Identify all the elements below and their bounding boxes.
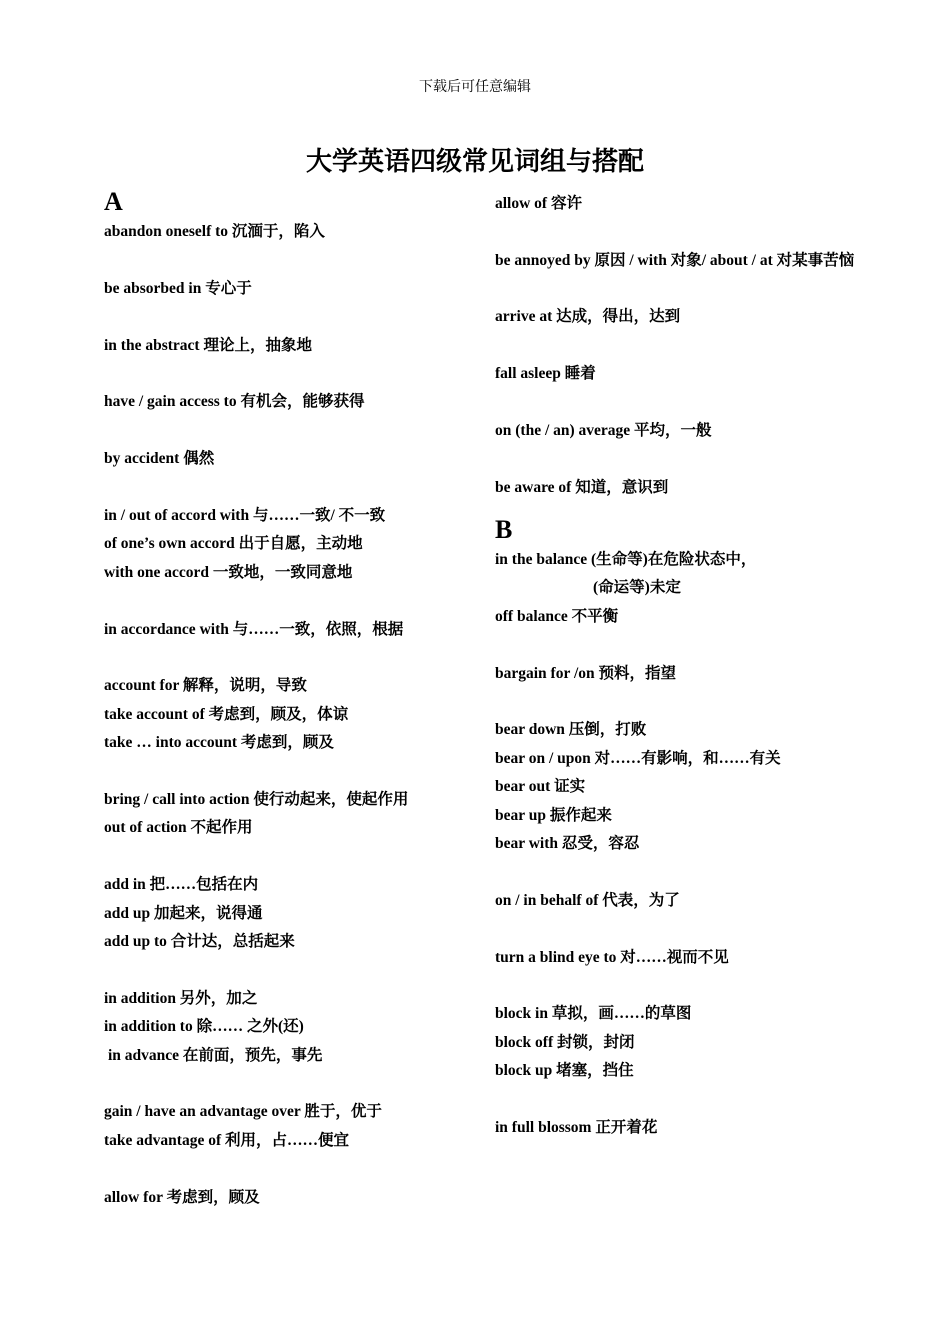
spacer: [104, 303, 464, 331]
spacer: [104, 843, 464, 871]
phrase-line: in the balance (生命等)在危险状态中，: [495, 550, 757, 568]
phrase-line: on (the / an) average 平均，一般: [495, 421, 712, 439]
phrase-line: have / gain access to 有机会，能够获得: [104, 393, 365, 411]
phrase-line: bear out 证实: [495, 778, 586, 796]
phrase-line: bear down 压倒，打败: [495, 721, 647, 739]
phrase-line: add in 把……包括在内: [104, 876, 259, 894]
spacer: [495, 502, 855, 514]
phrase-line: off balance 不平衡: [495, 607, 619, 625]
spacer: [104, 956, 464, 984]
phrase-line: in the abstract 理论上，抽象地: [104, 336, 312, 354]
phrase-line: by accident 偶然: [104, 450, 215, 468]
spacer: [104, 246, 464, 274]
phrase-line: in advance 在前面，预先，事先: [108, 1046, 323, 1064]
spacer: [495, 858, 855, 886]
phrase-line: be aware of 知道，意识到: [495, 478, 669, 496]
phrase-line: in accordance with 与……一致，依照，根据: [104, 620, 404, 638]
phrase-line: take account of 考虑到，顾及，体谅: [104, 705, 349, 723]
section-letter-b: B: [495, 514, 513, 544]
phrase-line: with one accord 一致地，一致同意地: [104, 563, 353, 581]
spacer: [104, 1155, 464, 1183]
spacer: [495, 1086, 855, 1114]
phrase-line: in addition to 除…… 之外(还): [104, 1018, 304, 1036]
phrase-line: be absorbed in 专心于: [104, 279, 252, 297]
phrase-line: abandon oneself to 沉湎于，陷入: [104, 223, 325, 240]
left-column: [104, 186, 464, 1212]
phrase-line: block in 草拟，画……的草图: [495, 1005, 692, 1023]
spacer: [495, 332, 855, 360]
phrase-line: allow for 考虑到，顾及: [104, 1188, 260, 1206]
phrase-line: in full blossom 正开着花: [495, 1119, 658, 1137]
phrase-line: take … into account 考虑到，顾及: [104, 734, 334, 752]
phrase-line: block off 封锁，封闭: [495, 1033, 635, 1051]
spacer: [104, 1070, 464, 1098]
spacer: [495, 915, 855, 943]
phrase-line: fall asleep 睡着: [495, 364, 596, 382]
phrase-line: add up 加起来，说得通: [104, 904, 263, 922]
phrase-line: allow of 容许: [495, 195, 582, 212]
header-note: 下载后可任意编辑: [419, 79, 531, 95]
spacer: [104, 587, 464, 615]
document-title: 大学英语四级常见词组与搭配: [305, 147, 644, 177]
phrase-line: bring / call into action 使行动起来，使起作用: [104, 791, 409, 808]
spacer: [495, 445, 855, 473]
spacer: [495, 972, 855, 1000]
phrase-line: be annoyed by 原因 / with 对象/ about / at 对某事苦恼: [495, 251, 855, 269]
spacer: [104, 644, 464, 672]
phrase-line: gain / have an advantage over 胜于，优于: [104, 1103, 382, 1121]
phrase-line: bear up 振作起来: [495, 806, 612, 824]
phrase-line: add up to 合计达，总括起来: [104, 933, 295, 951]
spacer: [104, 758, 464, 786]
phrase-line: in / out of accord with 与……一致/ 不一致: [104, 506, 386, 524]
phrase-line: bear with 忍受，容忍: [495, 835, 640, 853]
phrase-line: block up 堵塞，挡住: [495, 1062, 634, 1080]
phrase-line: take advantage of 利用，占……便宜: [104, 1131, 349, 1149]
spacer: [104, 474, 464, 502]
phrase-line: account for 解释，说明，导致: [104, 677, 307, 695]
phrase-line: on / in behalf of 代表，为了: [495, 891, 680, 909]
phrase-line: of one’s own accord 出于自愿，主动地: [104, 535, 363, 553]
right-column: [495, 190, 855, 1142]
phrase-line: in addition 另外，加之: [104, 989, 258, 1007]
spacer: [495, 275, 855, 303]
phrase-line: arrive at 达成，得出，达到: [495, 308, 681, 326]
spacer: [495, 218, 855, 246]
spacer: [495, 631, 855, 659]
phrase-line: bear on / upon 对……有影响，和……有关: [495, 749, 781, 767]
spacer: [104, 417, 464, 445]
phrase-line: out of action 不起作用: [104, 819, 253, 837]
section-letter-a: A: [104, 187, 123, 216]
phrase-line: bargain for /on 预料，指望: [495, 664, 676, 682]
spacer: [495, 688, 855, 716]
spacer: [104, 360, 464, 388]
phrase-line: (命运等)未定: [593, 579, 681, 597]
phrase-line: turn a blind eye to 对……视而不见: [495, 948, 729, 966]
spacer: [495, 388, 855, 416]
